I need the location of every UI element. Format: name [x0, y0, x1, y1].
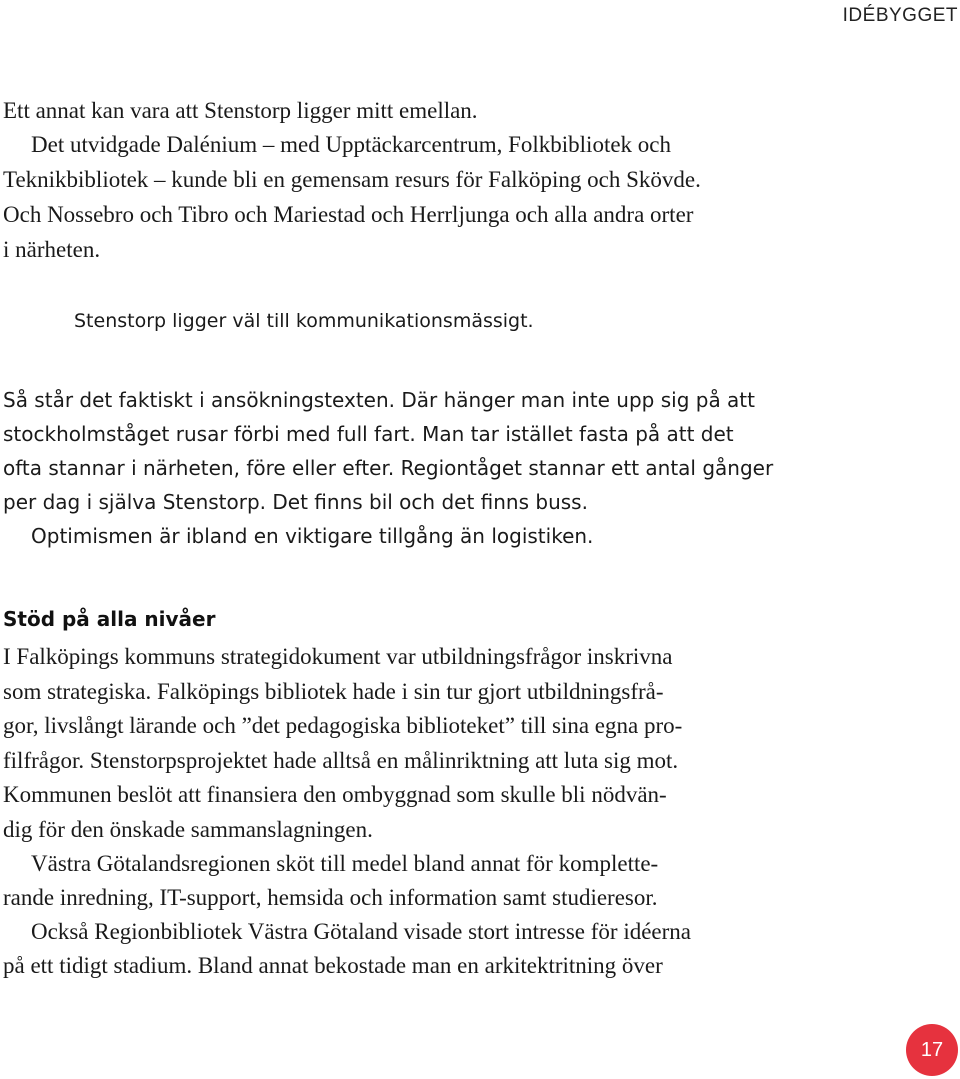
- text-line: Teknikbibliotek – kunde bli en gemensam resurs för Falköping och Skövde.: [3, 167, 701, 192]
- text-line: Optimismen är ibland en viktigare tillgång än logistiken.: [31, 524, 594, 548]
- text-line: per dag i själva Stenstorp. Det finns bil och det finns buss.: [3, 490, 588, 514]
- text-line: stockholmståget rusar förbi med full fart. Man tar istället fasta på att det: [3, 422, 734, 446]
- text-line: på ett tidigt stadium. Bland annat bekostade man en arkitektritning över: [3, 953, 663, 978]
- text-line: Och Nossebro och Tibro och Mariestad och Herrljunga och alla andra orter: [3, 202, 694, 227]
- page-number-badge: [906, 1024, 958, 1076]
- section-heading: Stöd på alla nivåer: [3, 607, 216, 631]
- text-line: som strategiska. Falköpings bibliotek hade i sin tur gjort utbildningsfrå-: [3, 679, 664, 704]
- text-line: gor, livslångt lärande och ”det pedagogiska biblioteket” till sina egna pro-: [3, 713, 683, 738]
- text-line: I Falköpings kommuns strategidokument var utbildningsfrågor inskrivna: [3, 644, 673, 669]
- text-line: dig för den önskade sammanslagningen.: [3, 817, 373, 842]
- text-line: Kommunen beslöt att finansiera den ombyggnad som skulle bli nödvän-: [3, 782, 667, 807]
- page-number: 17: [920, 1038, 944, 1061]
- pull-quote: Stenstorp ligger väl till kommunikationsmässigt.: [74, 310, 534, 332]
- text-line: filfrågor. Stenstorpsprojektet hade alltså en målinriktning att luta sig mot.: [3, 748, 679, 773]
- text-line: Också Regionbibliotek Västra Götaland visade stort intresse för idéerna: [31, 919, 692, 944]
- text-line: rande inredning, IT-support, hemsida och information samt studieresor.: [3, 885, 658, 910]
- text-line: i närheten.: [3, 237, 101, 262]
- text-line: Västra Götalandsregionen sköt till medel bland annat för komplette-: [31, 851, 659, 876]
- text-line: Ett annat kan vara att Stenstorp ligger mitt emellan.: [3, 98, 478, 123]
- text-line: Det utvidgade Dalénium – med Upptäckarcentrum, Folkbibliotek och: [31, 132, 672, 157]
- section-header: IDÉBYGGET: [842, 5, 958, 26]
- text-line: ofta stannar i närheten, före eller efter. Regiontåget stannar ett antal gånger: [3, 456, 774, 480]
- text-line: Så står det faktiskt i ansökningstexten. Där hänger man inte upp sig på att: [3, 388, 755, 412]
